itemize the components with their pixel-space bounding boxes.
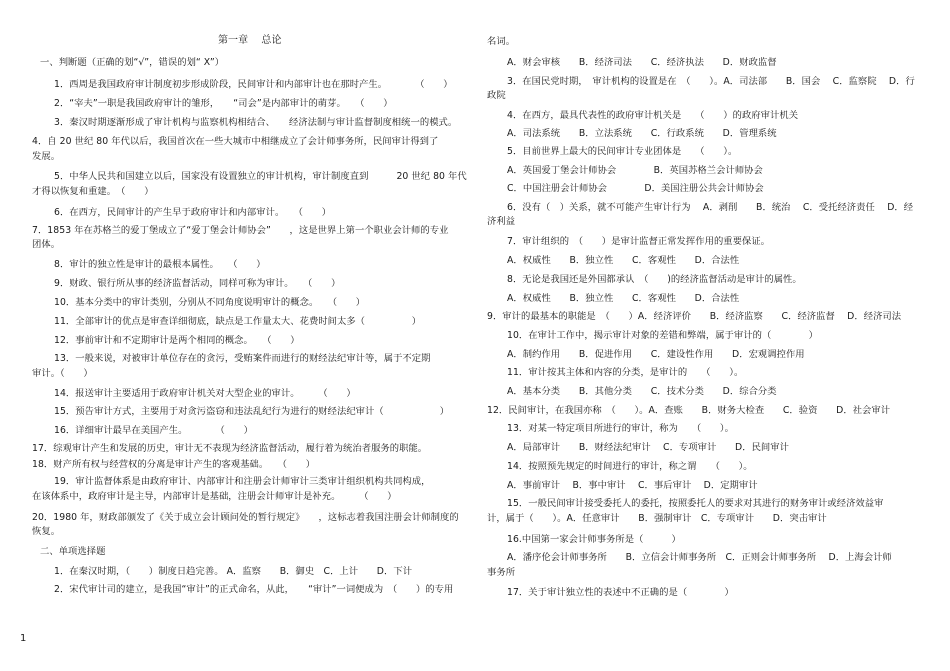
judge-item-cont: 团体。 (32, 239, 61, 250)
judge-item: 4．自 20 世纪 80 年代以后，我国首次在一些大城市中相继成立了会计师事务所，民间审计得到了 (32, 136, 439, 147)
judge-item: 10．基本分类中的审计类别，分别从不同角度说明审计的概念。 （ ） (54, 297, 366, 308)
choice-item: 4．在西方，最具代表性的政府审计机关是 （ ）的政府审计机关 (507, 110, 799, 121)
choice-line-cont: 名词。 (487, 36, 516, 47)
choice-item: 9．审计的最基本的职能是 （ ）A．经济评价 B．经济监察 C．经济监督 D．经济司法 (487, 311, 902, 322)
judge-item: 12．事前审计和不定期审计是两个相同的概念。 （ ） (54, 335, 300, 346)
judge-item: 16．详细审计最早在美国产生。 （ ） (54, 425, 253, 436)
choice-item: 13．对某一特定项目所进行的审计，称为 （ ）。 (507, 423, 734, 434)
choice-options: A．权威性 B．独立性 C．客观性 D．合法性 (507, 293, 740, 304)
judge-item: 2．“宰夫”一职是我国政府审计的雏形， “司会”是内部审计的萌芽。 （ ） (54, 98, 393, 109)
judge-item: 17．综观审计产生和发展的历史，审计无不表现为经济监督活动，履行着为统治者服务的职能。 (32, 443, 428, 454)
choice-item: 10．在审计工作中，揭示审计对象的差错和弊端，属于审计的（ ） (507, 330, 819, 341)
choice-options: A．潘序伦会计师事务所 B．立信会计师事务所 C．正则会计师事务所 D．上海会计师 (507, 552, 892, 563)
choice-item: 7．审计组织的 （ ）是审计监督正常发挥作用的重要保证。 (507, 236, 771, 247)
judge-item-cont: 恢复。 (32, 526, 61, 537)
judge-heading: 一、判断题（正确的划“√”，错误的划“ X”） (40, 57, 225, 68)
judge-item: 1．西周是我国政府审计制度初步形成阶段，民间审计和内部审计也在那时产生。 （ ） (54, 79, 453, 90)
choice-item: 8．无论是我国还是外国都承认 （ )的经济监督活动是审计的属性。 (507, 274, 802, 285)
choice-line-cont: 政院 (487, 90, 506, 101)
choice-options: A．权威性 B．独立性 C．客观性 D．合法性 (507, 255, 740, 266)
choice-item: 12．民间审计，在我国亦称 （ ）。A．查账 B．财务大检查 C．验资 D．社会审计 (487, 405, 891, 416)
judge-item-cont: 才得以恢复和重建。 （ ） (32, 186, 154, 197)
judge-item: 11．全部审计的优点是审查详细彻底，缺点是工作量太大、花费时间太多（ ） (54, 316, 422, 327)
judge-item: 8．审计的独立性是审计的最根本属性。 （ ） (54, 259, 266, 270)
choice-options: A．财会审核 B．经济司法 C．经济执法 D．财政监督 (507, 57, 777, 68)
judge-item: 5．中华人民共和国建立以后，国家没有设置独立的审计机构，审计制度直到 20 世纪 80 年代 (54, 171, 467, 182)
choice-options: A．局部审计 B．财经法纪审计 C．专项审计 D．民间审计 (507, 442, 789, 453)
choice-item: 15．一般民间审计接受委托人的委托，按照委托人的要求对其进行的财务审计或经济效益审 (507, 498, 884, 509)
choice-item: 14．按照预先规定的时间进行的审计，称之谓 （ ）。 (507, 461, 753, 472)
chapter-title: 第一章 总论 (218, 35, 282, 46)
choice-options: C．中国注册会计师协会 D．美国注册公共会计师协会 (507, 183, 764, 194)
choice-line-cont: 计，属于（ ）。A．任意审计 B．强制审计 C．专项审计 D．突击审计 (487, 513, 827, 524)
judge-item: 19．审计监督体系是由政府审计、内部审计和注册会计师审计三类审计组织机构共同构成， (54, 476, 431, 487)
judge-item: 18．财产所有权与经营权的分离是审计产生的客观基础。 （ ） (32, 459, 316, 470)
judge-item-cont: 在该体系中，政府审计是主导，内部审计是基础，注册会计师审计是补充。 （ ） (32, 491, 397, 502)
choice-item: 16.中国第一家会计师事务所是（ ） (507, 534, 681, 545)
choice-heading: 二、单项选择题 (40, 546, 106, 557)
judge-item: 7．1853 年在苏格兰的爱丁堡成立了“爱丁堡会计师协会” ，这是世界上第一个职业会计师的专业 (32, 225, 449, 236)
choice-item: 2．宋代审计司的建立，是我国“审计”的正式命名，从此， “审计”一词便成为 （ ）的专用 (54, 584, 454, 595)
choice-item: 1．在秦汉时期，（ ）制度日趋完善。 A．监察 B．御史 C．上计 D．下计 (54, 566, 413, 577)
choice-item: 5．目前世界上最大的民间审计专业团体是 （ ）。 (507, 146, 738, 157)
choice-options: A．基本分类 B．其他分类 C．技术分类 D．综合分类 (507, 386, 777, 397)
choice-options: A．英国爱丁堡会计师协会 B．英国苏格兰会计师协会 (507, 165, 763, 176)
choice-item: 3．在国民党时期， 审计机构的设置是在 （ ）。A．司法部 B．国会 C．监察院 D．行 (507, 76, 915, 87)
judge-item: 20．1980 年，财政部颁发了《关于成立会计顾问处的暂行规定》 ，这标志着我国注册会计师制度的 (32, 512, 459, 523)
judge-item: 9．财政、银行所从事的经济监督活动，同样可称为审计。 （ ） (54, 278, 341, 289)
choice-line-cont: 事务所 (487, 567, 516, 578)
choice-options: A．制约作用 B．促进作用 C．建设性作用 D．宏观调控作用 (507, 349, 805, 360)
judge-item-cont: 发展。 (32, 151, 61, 162)
judge-item: 3．秦汉时期逐渐形成了审计机构与监察机构相结合、 经济法制与审计监督制度相统一的模式。 (54, 117, 458, 128)
judge-item: 6．在西方，民间审计的产生早于政府审计和内部审计。 （ ） (54, 207, 332, 218)
choice-line-cont: 济利益 (487, 216, 516, 227)
choice-item: 11．审计按其主体和内容的分类，是审计的 （ ）。 (507, 367, 744, 378)
choice-options: A．事前审计 B．事中审计 C．事后审计 D．定期审计 (507, 480, 758, 491)
choice-item: 17．关于审计独立性的表述中不正确的是（ ） (507, 587, 734, 598)
page-number: 1 (20, 633, 27, 644)
judge-item: 13．一般来说，对被审计单位存在的贪污，受贿案件而进行的财经法纪审计等，属于不定期 (54, 353, 431, 364)
judge-item: 15．预告审计方式，主要用于对贪污盗窃和违法乱纪行为进行的财经法纪审计（ ） (54, 406, 450, 417)
choice-item: 6．没有（ ）关系，就不可能产生审计行为 A．剥削 B．统治 C．受托经济责任 D．经 (507, 202, 914, 213)
judge-item: 14．报送审计主要适用于政府审计机关对大型企业的审计。 （ ） (54, 388, 356, 399)
judge-item-cont: 审计。（ ） (32, 368, 93, 379)
choice-options: A．司法系统 B．立法系统 C．行政系统 D．管理系统 (507, 128, 777, 139)
